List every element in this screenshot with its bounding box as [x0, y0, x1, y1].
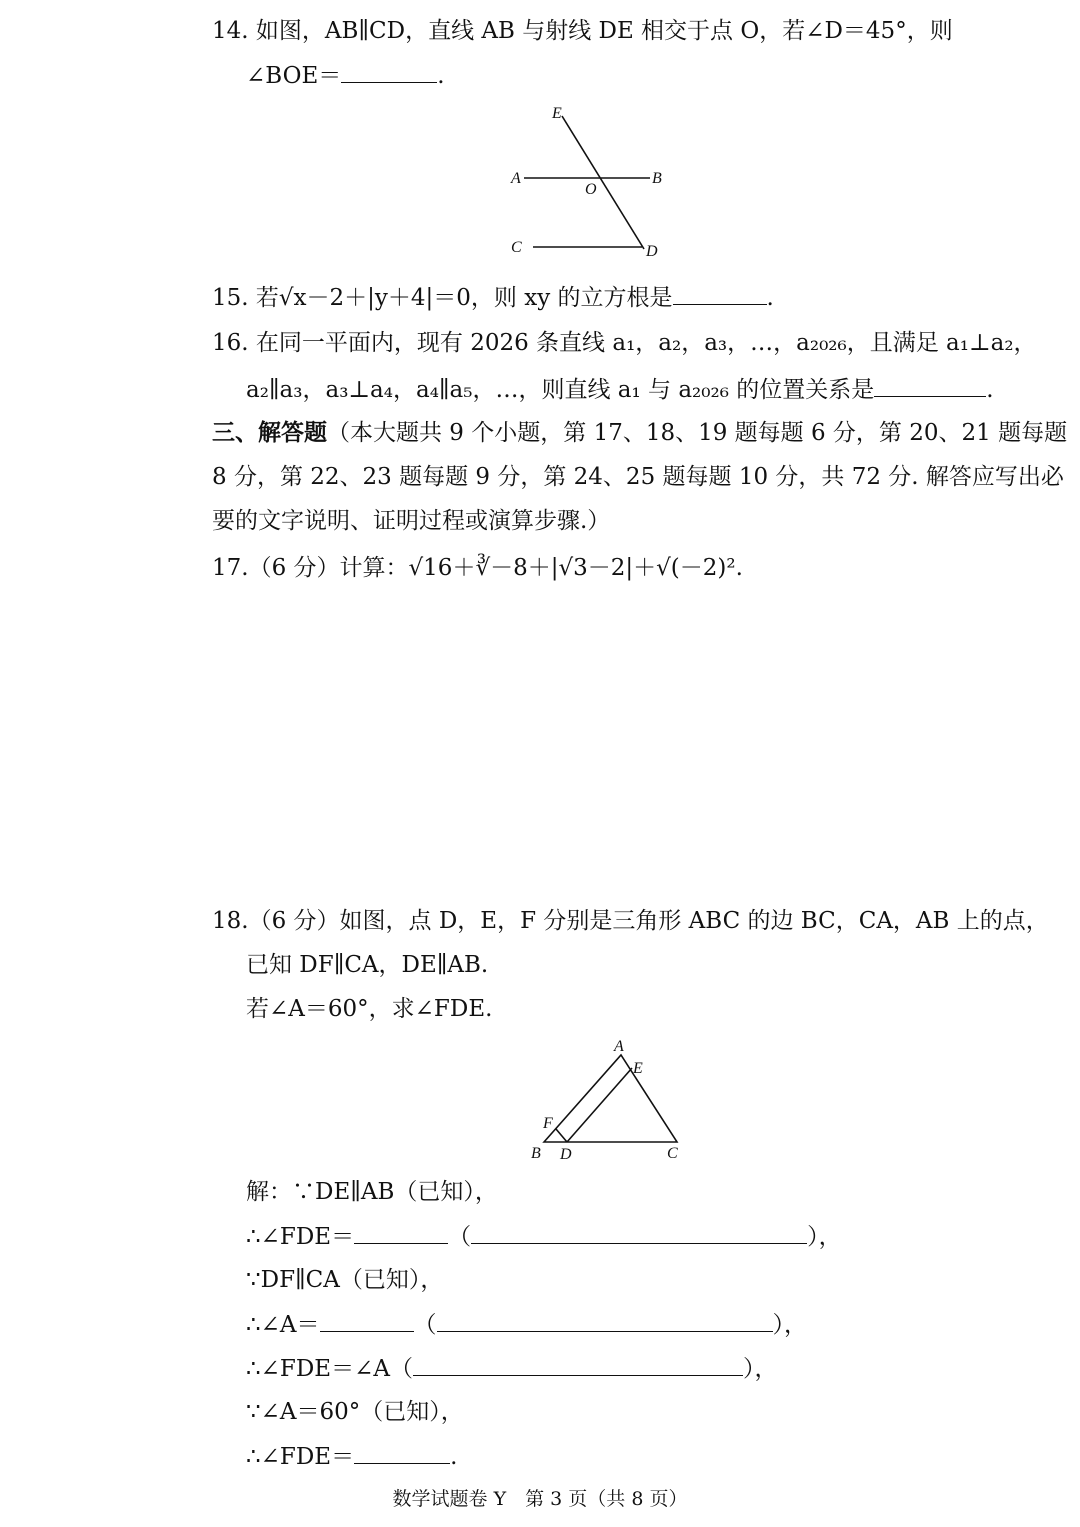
q17-line: 17.（6 分）计算：√16＋∛－8＋|√3－2|＋√(－2)².	[212, 555, 743, 581]
q16-line1: 16. 在同一平面内，现有 2026 条直线 a₁，a₂，a₃，…，a₂₀₂₆，且满足 a₁⊥a₂，	[212, 330, 1037, 356]
q16-answer-blank[interactable]	[874, 374, 986, 397]
q14-label-d: D	[646, 243, 658, 260]
q14-figure	[505, 100, 675, 265]
q18-label-f: F	[543, 1115, 553, 1132]
q18-line1: 18.（6 分）如图，点 D，E，F 分别是三角形 ABC 的边 BC，CA，AB 上的点，	[212, 908, 1049, 934]
q18-sol7-text: ∴∠FDE＝	[246, 1444, 355, 1470]
q18-sol1: 解：∵DE∥AB（已知），	[246, 1179, 498, 1205]
q14-label-b: B	[652, 170, 662, 187]
q14-line2	[246, 60, 445, 91]
section3-line3: 要的文字说明、证明过程或演算步骤.）	[212, 508, 611, 534]
q18-figure	[525, 1035, 695, 1167]
q16-line2	[246, 374, 994, 405]
q15-end: .	[766, 285, 774, 311]
q14-end: .	[437, 63, 445, 89]
q18-sol2-close: ），	[807, 1224, 842, 1250]
q14-label-o: O	[585, 181, 597, 198]
q18-triangle-abc	[544, 1055, 677, 1142]
section3-intro: （本大题共 9 个小题，第 17、18、19 题每题 6 分，第 20、21 题每题	[327, 420, 1068, 446]
q14-label-c: C	[511, 239, 522, 256]
q14-line1: 14. 如图，AB∥CD，直线 AB 与射线 DE 相交于点 O，若∠D＝45°，则	[212, 18, 953, 44]
q18-sol4-blank[interactable]	[320, 1309, 414, 1332]
section3-line2: 8 分，第 22、23 题每题 9 分，第 24、25 题每题 10 分，共 72 分. 解答应写出必	[212, 464, 1064, 490]
q14-answer-blank[interactable]	[341, 60, 437, 83]
q18-sol7-end: .	[450, 1444, 458, 1470]
q18-sol5-reason-blank[interactable]	[413, 1353, 743, 1376]
q14-label-a: A	[511, 170, 521, 187]
q18-sol7-blank[interactable]	[354, 1441, 450, 1464]
q14-ray-de	[562, 116, 644, 249]
q18-sol2	[246, 1221, 842, 1252]
q16-text: a₂∥a₃，a₃⊥a₄，a₄∥a₅，…，则直线 a₁ 与 a₂₀₂₆ 的位置关系是	[246, 377, 875, 403]
page-footer: 数学试题卷 Y 第 3 页（共 8 页）	[392, 1488, 688, 1510]
q18-sol4-open: （	[413, 1312, 437, 1338]
q18-sol2-blank[interactable]	[354, 1221, 448, 1244]
q18-sol7	[246, 1441, 457, 1472]
q18-sol4-reason-blank[interactable]	[437, 1309, 773, 1332]
q18-label-c: C	[667, 1145, 678, 1162]
q16-end: .	[986, 377, 994, 403]
q18-line2: 已知 DF∥CA，DE∥AB.	[246, 952, 489, 978]
q18-sol4-close: ），	[772, 1312, 808, 1338]
q18-label-e: E	[633, 1060, 643, 1077]
q14-label-e: E	[552, 105, 562, 122]
q18-sol3: ∵DF∥CA（已知），	[246, 1267, 444, 1293]
q18-sol5	[246, 1353, 777, 1384]
q18-sol4	[246, 1309, 807, 1340]
q18-label-a: A	[614, 1038, 624, 1055]
q18-sol2-reason-blank[interactable]	[471, 1221, 807, 1244]
q15-answer-blank[interactable]	[673, 282, 767, 305]
q18-sol2-open: （	[448, 1224, 472, 1250]
q18-line3: 若∠A＝60°，求∠FDE.	[246, 996, 493, 1022]
q18-sol5-text: ∴∠FDE＝∠A（	[246, 1356, 413, 1382]
q15-text: 15. 若√x－2＋|y＋4|＝0，则 xy 的立方根是	[212, 285, 673, 311]
q18-sol4-text: ∴∠A＝	[246, 1312, 320, 1338]
section3-line1	[212, 418, 1067, 448]
q18-label-b: B	[531, 1145, 541, 1162]
q14-angle-label: ∠BOE＝	[246, 63, 342, 89]
q18-sol2-text: ∴∠FDE＝	[246, 1224, 355, 1250]
q18-sol5-close: ），	[742, 1356, 778, 1382]
q15-line	[212, 282, 774, 313]
q18-segment-df	[556, 1129, 567, 1142]
section3-heading: 三、解答题	[212, 420, 327, 446]
q18-sol6: ∵∠A＝60°（已知），	[246, 1399, 464, 1425]
q18-label-d: D	[560, 1146, 572, 1163]
